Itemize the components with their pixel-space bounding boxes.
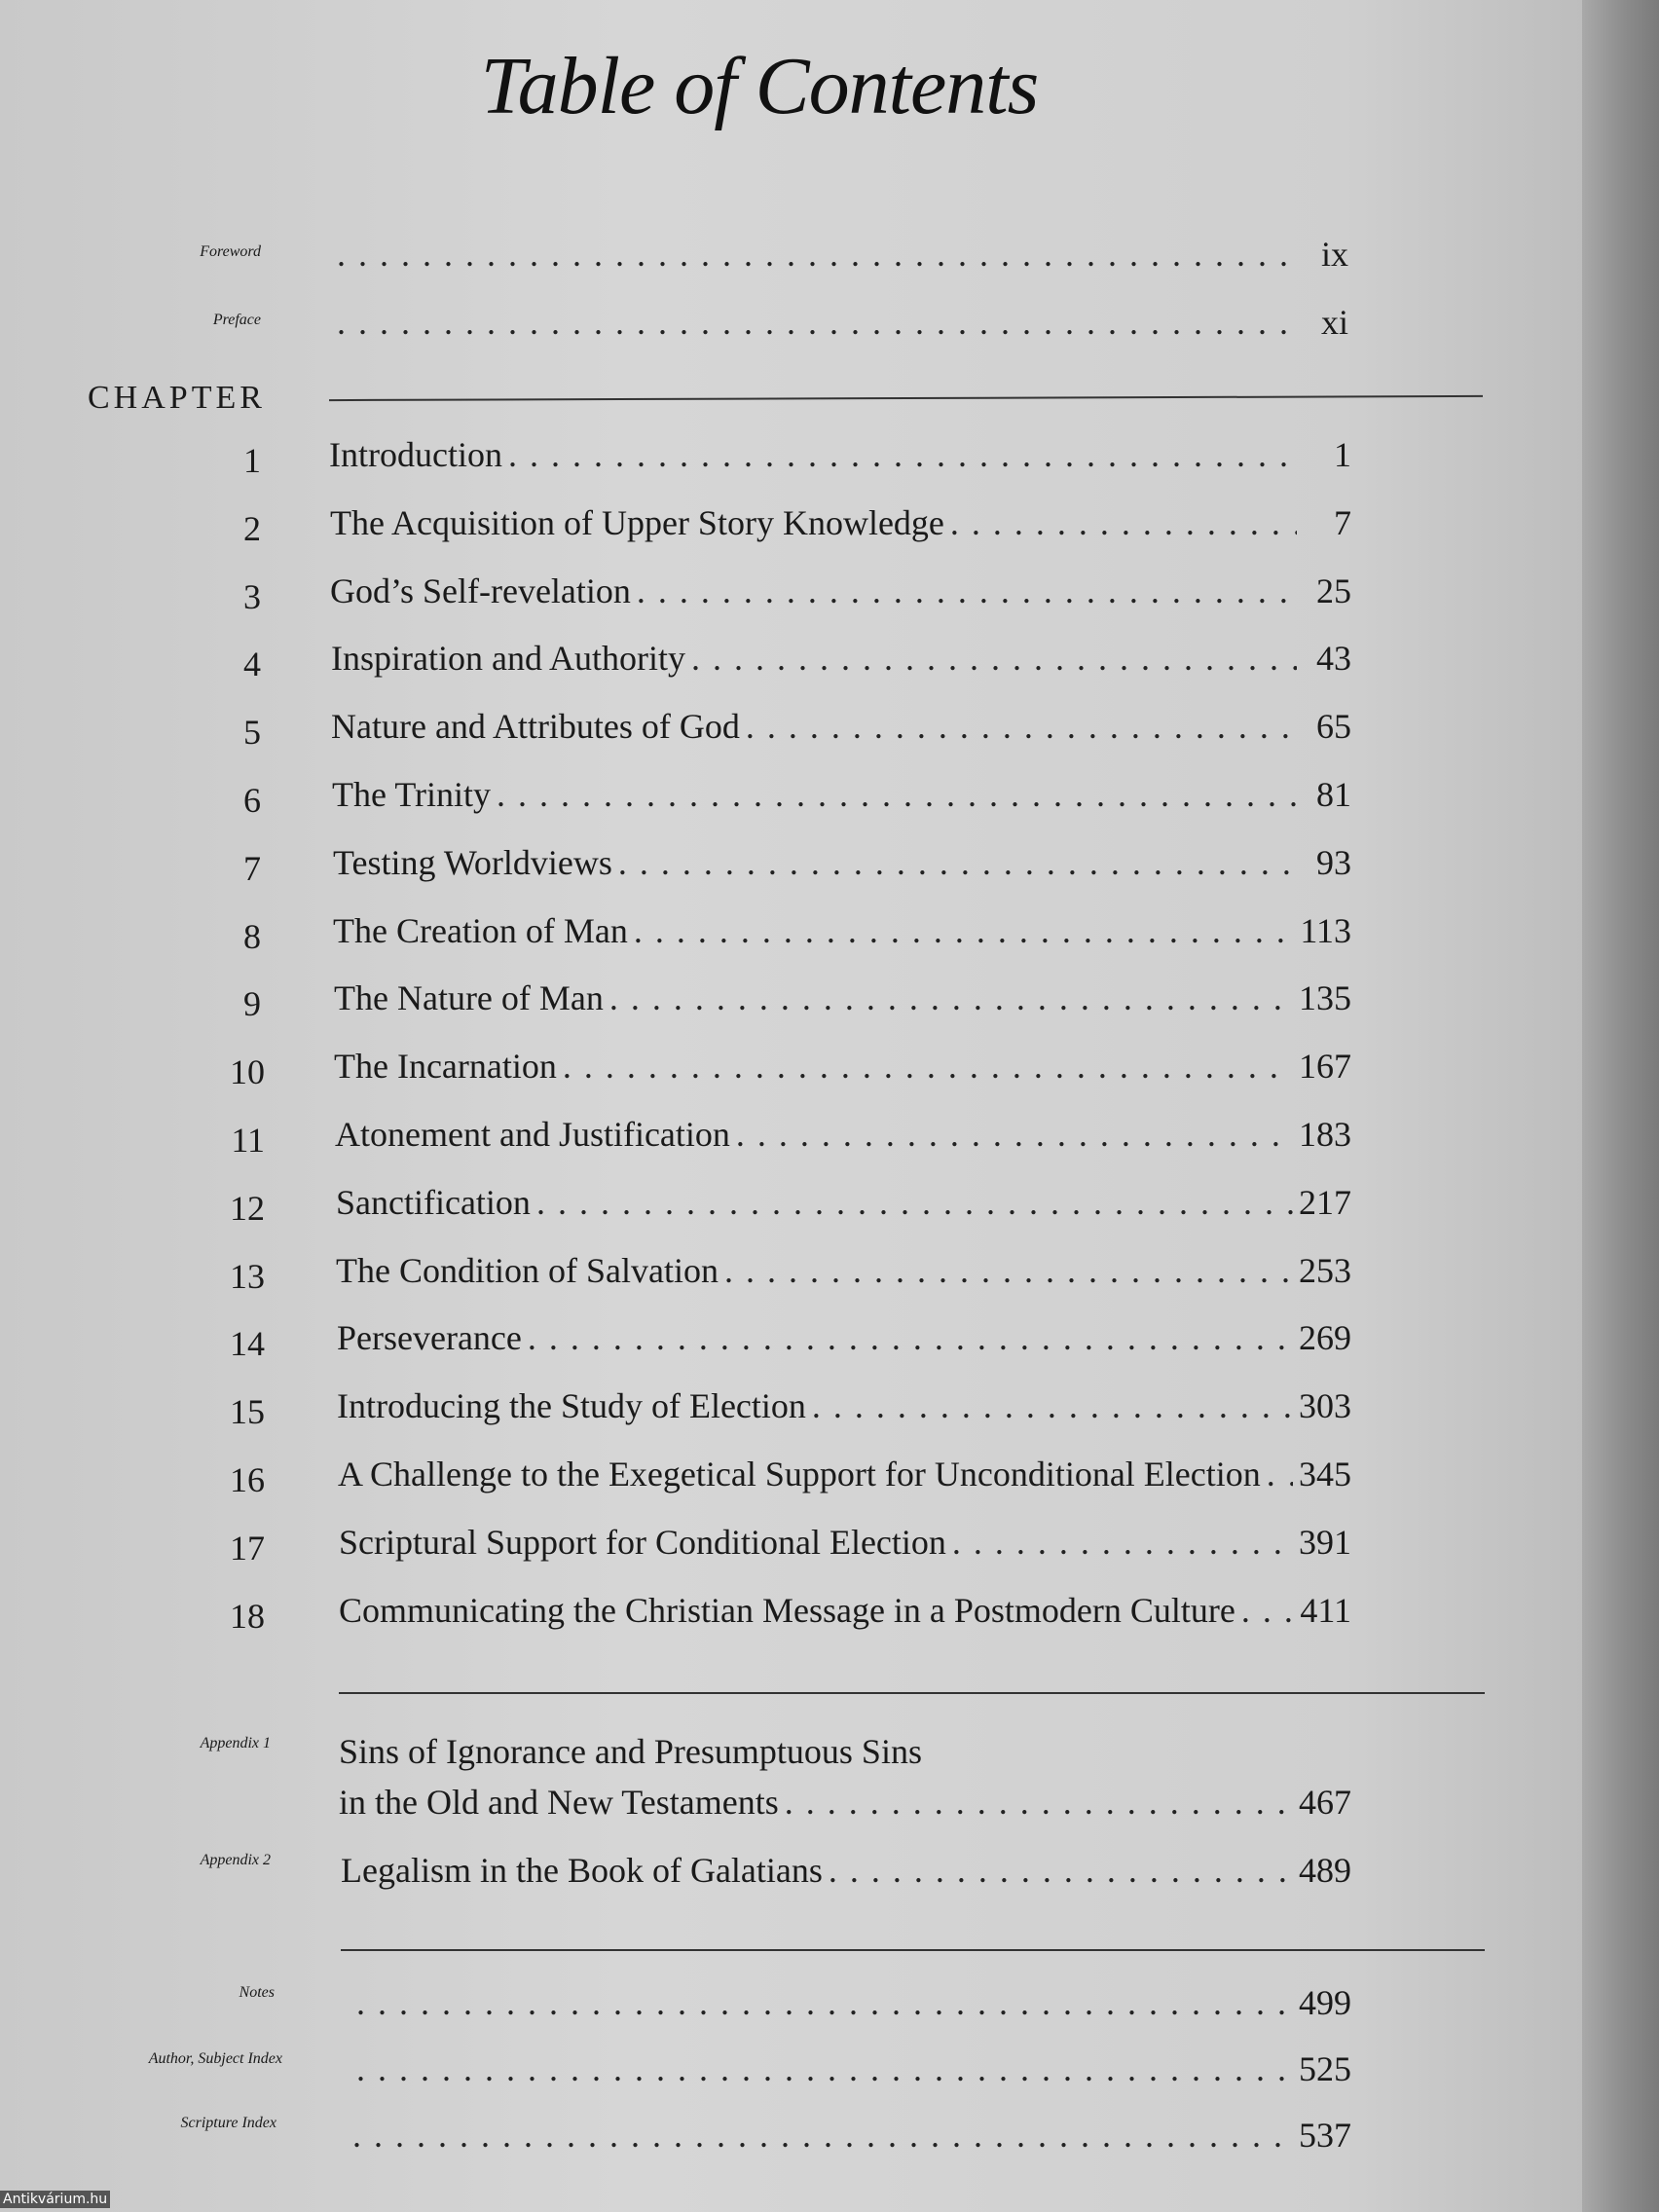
back-label: Notes <box>239 1984 275 2001</box>
chapter-number: 5 <box>243 713 261 752</box>
leader-dots <box>952 1522 1293 1563</box>
chapter-number: 4 <box>243 645 261 683</box>
leader-dots <box>691 638 1297 679</box>
chapter-entry <box>336 1250 1351 1297</box>
chapter-title: The Incarnation <box>334 1047 557 1086</box>
chapter-number: 16 <box>230 1460 265 1499</box>
leader-dots <box>352 2115 1293 2156</box>
back-label: Author, Subject Index <box>148 2050 282 2067</box>
front-label: Foreword <box>200 243 261 260</box>
front-label: Preface <box>212 312 261 328</box>
chapter-title: Scriptural Support for Conditional Election <box>339 1523 946 1562</box>
page-number: 113 <box>1300 911 1351 950</box>
chapter-entry <box>335 1114 1351 1161</box>
page-number: 43 <box>1316 639 1351 678</box>
page-number: 391 <box>1299 1523 1351 1562</box>
page-number: 1 <box>1334 435 1351 474</box>
leader-dots <box>528 1317 1293 1358</box>
page-number: 135 <box>1299 978 1351 1017</box>
chapter-title: Nature and Attributes of God <box>331 707 740 746</box>
chapter-title: Sanctification <box>336 1183 531 1222</box>
chapter-number: 1 <box>243 441 261 480</box>
page-number: 489 <box>1299 1851 1351 1890</box>
leader-dots <box>356 1982 1293 2023</box>
leader-dots <box>829 1850 1293 1891</box>
appendix-title: Legalism in the Book of Galatians <box>341 1851 823 1890</box>
leader-dots <box>337 234 1294 275</box>
back-row <box>0 1984 275 2031</box>
page-number: 269 <box>1299 1318 1351 1357</box>
page-number: 7 <box>1334 503 1351 542</box>
leader-dots <box>724 1250 1293 1291</box>
leader-dots <box>746 706 1297 747</box>
page-number: xi <box>1320 303 1348 342</box>
watermark: Antikvárium.hu <box>0 2191 110 2208</box>
chapter-number: 3 <box>243 577 261 616</box>
divider <box>341 1949 1485 1951</box>
chapter-title: The Creation of Man <box>333 911 628 950</box>
leader-dots <box>609 977 1293 1018</box>
chapter-entry <box>337 1317 1351 1364</box>
chapter-title: The Nature of Man <box>334 978 604 1017</box>
page-number: 167 <box>1299 1047 1351 1086</box>
chapter-entry <box>339 1590 1351 1637</box>
appendix-title-line1: Sins of Ignorance and Presumptuous Sins <box>339 1732 922 1771</box>
leader-dots <box>508 434 1297 475</box>
front-row <box>0 312 261 358</box>
page-number: 537 <box>1299 2116 1351 2155</box>
leader-dots <box>563 1046 1293 1087</box>
chapter-entry <box>329 434 1351 481</box>
chapter-entry <box>330 571 1351 617</box>
back-row <box>0 2050 282 2097</box>
chapter-number: 12 <box>230 1189 265 1228</box>
page-number: 525 <box>1299 2049 1351 2088</box>
back-entry <box>350 2048 1351 2095</box>
page-number: 65 <box>1316 707 1351 746</box>
page-number: 217 <box>1299 1183 1351 1222</box>
appendix-title: in the Old and New Testaments <box>339 1783 779 1822</box>
chapter-title: A Challenge to the Exegetical Support for Unconditional Election <box>338 1455 1261 1493</box>
appendix-row <box>0 1852 271 1899</box>
chapter-title: The Acquisition of Upper Story Knowledge <box>330 503 944 542</box>
page-title: Table of Contents <box>480 41 1039 131</box>
page-number: ix <box>1320 235 1348 274</box>
back-row <box>0 2115 276 2161</box>
page-edge <box>1582 0 1659 2212</box>
appendix-label: Appendix 1 <box>200 1735 271 1751</box>
page-number: 499 <box>1299 1983 1351 2022</box>
chapter-number: 13 <box>230 1257 265 1296</box>
page-number: 253 <box>1299 1251 1351 1290</box>
chapter-entry <box>336 1182 1351 1229</box>
leader-dots <box>634 910 1294 951</box>
chapter-entry <box>331 706 1351 753</box>
chapter-entry <box>331 638 1351 684</box>
leader-dots <box>1241 1590 1294 1631</box>
front-entry <box>331 234 1348 280</box>
leader-dots <box>536 1182 1293 1223</box>
chapter-title: Atonement and Justification <box>335 1115 730 1154</box>
chapter-title: Inspiration and Authority <box>331 639 685 678</box>
chapter-number: 2 <box>243 509 261 548</box>
chapter-title: The Trinity <box>332 775 492 814</box>
chapter-number: 8 <box>243 917 261 956</box>
chapter-entry <box>334 977 1351 1024</box>
chapter-number: 15 <box>230 1392 265 1431</box>
chapter-number: 18 <box>230 1597 265 1636</box>
back-entry <box>347 2115 1351 2161</box>
chapter-entry <box>330 502 1351 549</box>
chapter-title: The Condition of Salvation <box>336 1251 719 1290</box>
chapter-title: God’s Self-revelation <box>330 571 631 610</box>
chapter-entry <box>332 774 1351 821</box>
leader-dots <box>637 571 1297 611</box>
chapter-number: 14 <box>230 1324 265 1363</box>
chapter-entry <box>339 1522 1351 1568</box>
back-entry <box>350 1982 1351 2029</box>
page-number: 345 <box>1299 1455 1351 1493</box>
leader-dots <box>812 1385 1293 1426</box>
chapter-title: Perseverance <box>337 1318 522 1357</box>
front-entry <box>331 302 1348 349</box>
chapter-entry <box>337 1385 1351 1432</box>
chapter-title: Introduction <box>329 435 502 474</box>
appendix-label: Appendix 2 <box>200 1852 271 1868</box>
chapter-number: 7 <box>243 849 261 888</box>
appendix-entry <box>341 1850 1351 1897</box>
page-number: 303 <box>1299 1386 1351 1425</box>
chapter-title: Introducing the Study of Election <box>337 1386 806 1425</box>
chapter-number: 9 <box>243 984 261 1023</box>
chapter-heading: CHAPTER <box>88 380 266 416</box>
front-row <box>0 243 261 290</box>
page-number: 25 <box>1316 571 1351 610</box>
appendix-entry <box>339 1782 1351 1828</box>
chapter-number: 17 <box>230 1529 265 1567</box>
chapter-entry <box>338 1454 1351 1500</box>
chapter-entry <box>333 910 1351 957</box>
chapter-entry <box>333 842 1351 889</box>
leader-dots <box>1267 1454 1293 1494</box>
page-number: 81 <box>1316 775 1351 814</box>
chapter-title: Communicating the Christian Message in a Postmodern Culture <box>339 1591 1235 1630</box>
back-label: Scripture Index <box>180 2115 276 2131</box>
leader-dots <box>337 302 1294 343</box>
leader-dots <box>785 1782 1293 1823</box>
page-number: 467 <box>1299 1783 1351 1822</box>
leader-dots <box>356 2048 1293 2089</box>
leader-dots <box>736 1114 1293 1155</box>
chapter-number: 10 <box>230 1052 265 1091</box>
leader-dots <box>950 502 1297 543</box>
divider <box>339 1692 1485 1694</box>
chapter-number: 11 <box>231 1121 265 1160</box>
leader-dots <box>618 842 1297 883</box>
page-number: 183 <box>1299 1115 1351 1154</box>
chapter-title: Testing Worldviews <box>333 843 612 882</box>
page-number: 93 <box>1316 843 1351 882</box>
page-number: 411 <box>1300 1591 1351 1630</box>
chapter-entry <box>334 1046 1351 1092</box>
appendix-row <box>0 1735 271 1782</box>
leader-dots <box>497 774 1297 815</box>
chapter-number: 6 <box>243 781 261 820</box>
